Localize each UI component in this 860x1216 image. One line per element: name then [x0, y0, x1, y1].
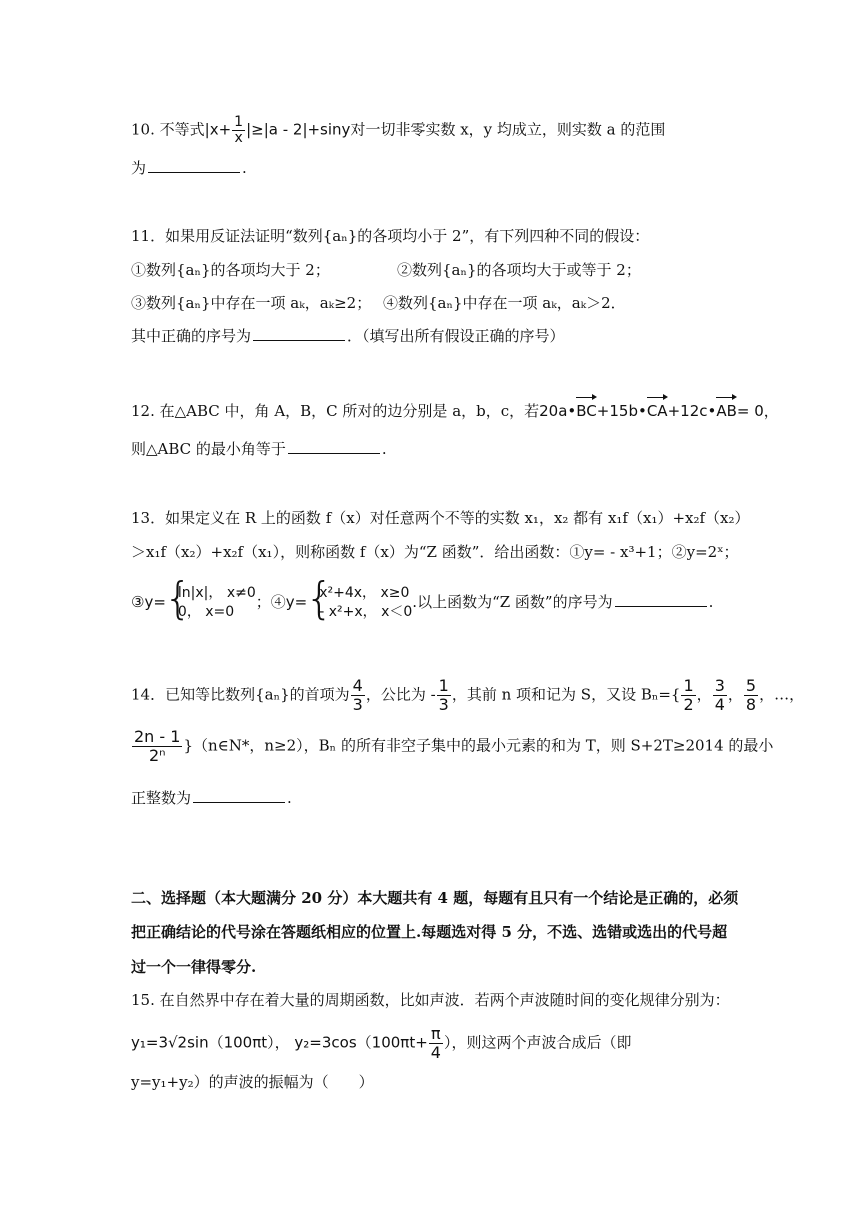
q12-line1	[131, 400, 779, 422]
q13-line1	[131, 507, 750, 529]
q15-number: 15.	[131, 991, 155, 1009]
q14-text-d: ，…，	[759, 685, 805, 704]
q13-item-3-label: ③	[131, 593, 145, 611]
q14-frac3-num: 1	[683, 676, 694, 695]
q13-piece-3b: 0， x=0	[177, 604, 235, 620]
q10-text-a: 不等式	[159, 120, 205, 139]
q12-text-d: .	[381, 440, 387, 458]
q12-text-c: 则△ABC 的最小角等于	[131, 440, 286, 458]
q12-term-2: +15b•	[596, 402, 647, 420]
q14-text-e: }（n∈N*，n≥2），Bₙ 的所有非空子集中的最小元素的和为 T，则 S+2T≥2014 的最小	[183, 736, 774, 755]
q14-frac6-den: 2ⁿ	[148, 746, 166, 765]
section-2-heading-line1: 二、选择题（本大题满分 20 分）本大题共有 4 题，每题有且只有一个结论是正确的，必须	[131, 889, 739, 907]
q14-frac2-num: 1	[438, 676, 449, 695]
q14-frac-b3	[744, 677, 758, 714]
q12-term-4: = 0	[736, 402, 764, 420]
q12-term-1: 20a•	[539, 402, 577, 420]
q10-number: 10.	[131, 120, 155, 139]
q13-item-4-y: y=	[285, 593, 308, 611]
q12-term-3: +12c•	[667, 402, 717, 420]
q14-line3	[131, 787, 292, 809]
q13-piece-4a: { x²+4x， x≥0	[319, 585, 410, 601]
q15-line3: y=y₁+y₂）的声波的振幅为（ ）	[131, 1073, 374, 1091]
q13-text-b: .以上函数为“Z 函数”的序号为	[412, 593, 613, 611]
q14-line1	[131, 677, 804, 714]
section-2-heading-line2: 把正确结论的代号涂在答题纸相应的位置上.每题选对得 5 分，不选、选错或选出的代号超	[131, 923, 728, 941]
q10-expr-b: |≥|a - 2|+siny	[246, 120, 351, 139]
q15-frac-num: π	[429, 1025, 443, 1044]
q10-frac-den: x	[234, 130, 243, 146]
q14-answer-blank[interactable]	[193, 788, 285, 803]
q12-text-b: ，	[763, 402, 779, 420]
q15-frac-pi-4	[429, 1025, 443, 1062]
q13-separator: ；④	[255, 593, 286, 611]
q11-stem: 如果用反证法证明“数列{aₙ}的各项均小于 2”，有下列四种不同的假设：	[165, 227, 650, 245]
q13-piecewise-4	[307, 584, 412, 622]
q11-option-1: ①数列{aₙ}的各项均大于 2；	[131, 261, 330, 279]
q14-frac4-den: 4	[714, 695, 725, 714]
q14-text-a: 已知等比数列{aₙ}的首项为	[165, 685, 350, 704]
q12-answer-blank[interactable]	[288, 439, 380, 454]
q10-expr-a: |x+	[204, 120, 232, 139]
q14-frac5-num: 5	[745, 676, 757, 695]
q14-frac-b2	[713, 677, 727, 714]
q11-answer-blank[interactable]	[253, 326, 345, 341]
section-2-heading-line3: 过一个一律得零分.	[131, 958, 257, 976]
q11-line1	[131, 225, 649, 247]
q15-text-b: ，则这两个声波合成后（即	[451, 1033, 632, 1052]
q11-option-3: ③数列{aₙ}中存在一项 aₖ，aₖ≥2；	[131, 294, 372, 312]
q14-frac2-den: 3	[438, 695, 449, 714]
q15-line2	[131, 1025, 632, 1062]
q14-frac-b1	[681, 677, 695, 714]
q12-vector-ab: AB	[716, 402, 737, 420]
q14-frac4-num: 3	[714, 676, 725, 695]
q13-line3	[131, 584, 713, 622]
q10-text-b: 对一切非零实数 x，y 均成立，则实数 a 的范围	[350, 120, 666, 139]
q11-number: 11．	[131, 227, 166, 245]
q13-item-3-y: y=	[144, 593, 166, 611]
q14-frac-general	[132, 728, 182, 765]
q14-comma-2: ，	[727, 685, 743, 704]
q13-piece-4b: - x²+x， x＜0	[319, 604, 413, 620]
q14-frac3-den: 2	[683, 695, 694, 714]
q10-line2	[131, 157, 247, 179]
q10-fraction	[232, 115, 245, 146]
q14-text-c: ，其前 n 项和记为 S，又设 Bₙ={	[451, 685, 681, 704]
q14-frac-first	[351, 677, 365, 714]
q14-text-g: .	[287, 789, 292, 807]
q10-text-c: 为	[131, 159, 147, 177]
q11-line-answer	[131, 325, 565, 347]
q13-text-a: 如果定义在 R 上的函数 f（x）对任意两个不等的实数 x₁，x₂ 都有 x₁f（x₁）+x₂f（x₂）	[165, 509, 750, 527]
q13-answer-blank[interactable]	[615, 592, 707, 607]
q15-wave-1: y₁=3√2sin（100πt），	[131, 1033, 290, 1052]
q12-vector-equation	[539, 402, 764, 420]
q13-line2: ＞x₁f（x₂）+x₂f（x₁），则称函数 f（x）为“Z 函数”．给出函数：①y= - x³+1；②y=2ˣ；	[131, 543, 739, 561]
q12-vector-bc: BC	[576, 402, 597, 420]
q10-answer-blank[interactable]	[148, 158, 240, 173]
q12-vector-ca: CA	[646, 402, 668, 420]
q14-line2	[131, 728, 773, 765]
q14-comma-1: ，	[696, 685, 712, 704]
q11-option-4: ④数列{aₙ}中存在一项 aₖ，aₖ＞2．	[383, 294, 626, 312]
q10-text-d: .	[242, 159, 247, 177]
q15-wave-2-a: y₂=3cos（100πt+	[294, 1033, 428, 1052]
q14-frac1-num: 4	[352, 676, 363, 695]
q10-line1	[131, 115, 665, 146]
q15-frac-den: 4	[430, 1043, 441, 1062]
q14-frac6-num: 2n - 1	[134, 727, 181, 746]
q14-number: 14．	[131, 685, 166, 704]
q13-text-c: .	[708, 593, 714, 611]
q11-text-a: 其中正确的序号为	[131, 327, 252, 345]
q12-number: 12.	[131, 402, 155, 420]
q13-piecewise-3	[166, 584, 256, 622]
q14-text-b: ，公比为 -	[365, 685, 436, 704]
q14-frac5-den: 8	[745, 695, 757, 714]
q14-text-f: 正整数为	[131, 789, 192, 807]
q11-option-2: ②数列{aₙ}的各项均大于或等于 2；	[397, 261, 641, 279]
q11-text-b: ．（填写出所有假设正确的序号）	[347, 327, 565, 345]
q15-wave-2-b: ）	[443, 1033, 452, 1052]
q12-text-a: 在△ABC 中，角 A，B，C 所对的边分别是 a，b，c，若	[159, 402, 540, 420]
q15-text-a: 在自然界中存在着大量的周期函数，比如声波．若两个声波随时间的变化规律分别为：	[159, 991, 730, 1009]
q14-frac-ratio	[437, 677, 451, 714]
q13-piece-3a: { ln|x|， x≠0	[177, 585, 256, 601]
q15-line1	[131, 989, 730, 1011]
q14-frac1-den: 3	[352, 695, 363, 714]
q10-frac-num: 1	[234, 114, 244, 130]
q12-line2	[131, 438, 387, 460]
q13-number: 13．	[131, 509, 166, 527]
